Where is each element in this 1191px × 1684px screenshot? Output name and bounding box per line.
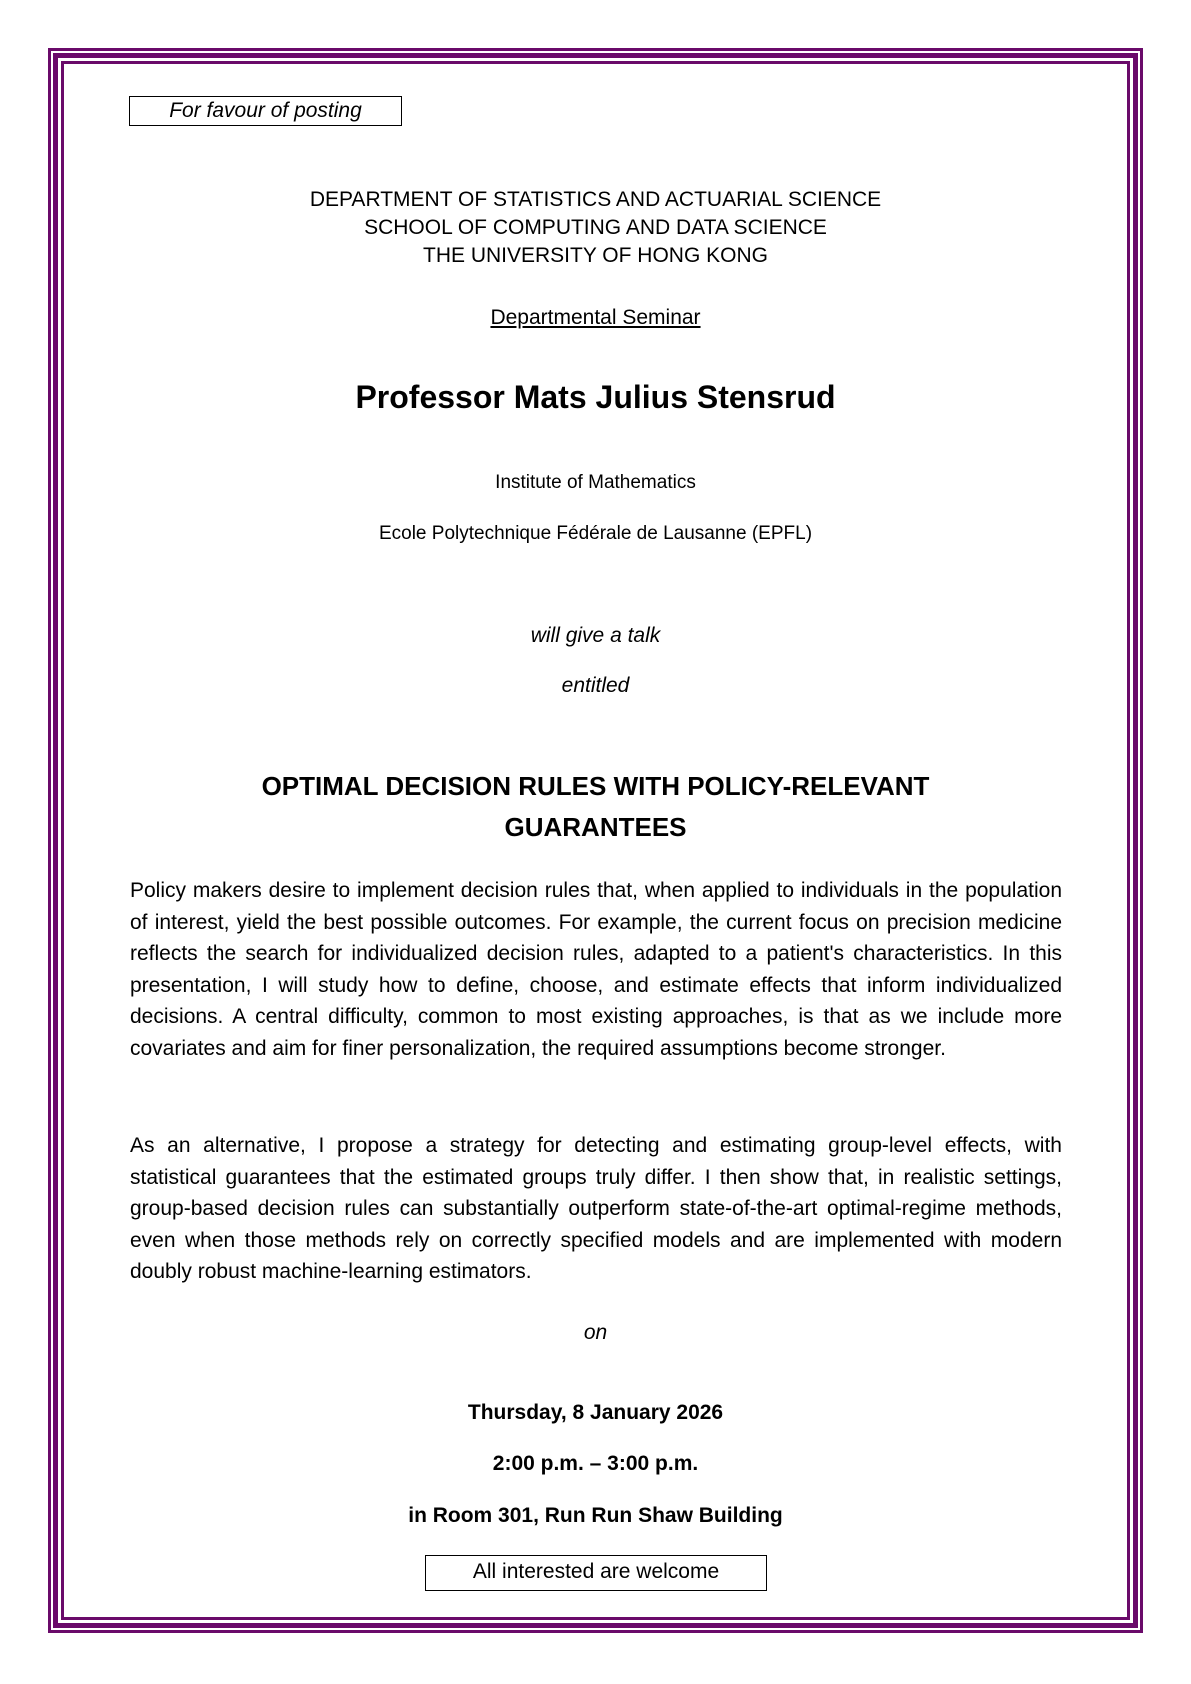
- abstract-text: Policy makers desire to implement decision rules that, when applied to individuals in the population of interest, yield the best possible outcomes. For example, the current focus on precision medicine reflects the search for individualized decision rules, adapted to a patient's characteristics. In this presentation, I will study how to define, choose, and estimate effects that inform individualized decisions. A central difficulty, common to most existing approaches, is that as we include more covariates and aim for finer personalization, the required assumptions become stronger.: [130, 879, 1062, 1060]
- abstract-text: As an alternative, I propose a strategy for detecting and estimating group-level effects, with statistical guarantees that the estimated groups truly differ. I then show that, in realistic settings, group-based decision rules can substantially outperform state-of-the-art optimal-regime methods, even when those methods rely on correctly specified models and are implemented with modern doubly robust machine-learning estimators.: [130, 1134, 1062, 1283]
- speaker-institute: Institute of Mathematics: [495, 472, 696, 493]
- intro-line-entitled: entitled: [561, 674, 630, 697]
- event-type: Departmental Seminar: [490, 306, 701, 329]
- abstract-paragraph-1: [130, 875, 1062, 1064]
- talk-title: [0, 766, 1191, 848]
- school-name: SCHOOL OF COMPUTING AND DATA SCIENCE: [364, 216, 827, 239]
- talk-title-line-2: GUARANTEES: [504, 812, 687, 842]
- speaker-affiliation: Ecole Polytechnique Fédérale de Lausanne (EPFL): [378, 523, 813, 544]
- intro-line-talk: will give a talk: [530, 624, 661, 647]
- abstract-paragraph-2: [130, 1130, 1062, 1288]
- header-block: [0, 186, 1191, 270]
- university-name: THE UNIVERSITY OF HONG KONG: [423, 244, 768, 267]
- speaker-name: Professor Mats Julius Stensrud: [355, 379, 836, 415]
- posting-note-box: For favour of posting: [129, 96, 402, 126]
- talk-title-line-1: OPTIMAL DECISION RULES WITH POLICY-RELEVANT: [261, 771, 930, 801]
- event-date: Thursday, 8 January 2026: [467, 1401, 724, 1424]
- department-name: DEPARTMENT OF STATISTICS AND ACTUARIAL SCIENCE: [309, 188, 882, 211]
- event-time: 2:00 p.m. – 3:00 p.m.: [492, 1452, 699, 1475]
- welcome-note-box: All interested are welcome: [425, 1555, 767, 1591]
- on-label: on: [583, 1321, 608, 1344]
- event-venue: in Room 301, Run Run Shaw Building: [408, 1504, 783, 1527]
